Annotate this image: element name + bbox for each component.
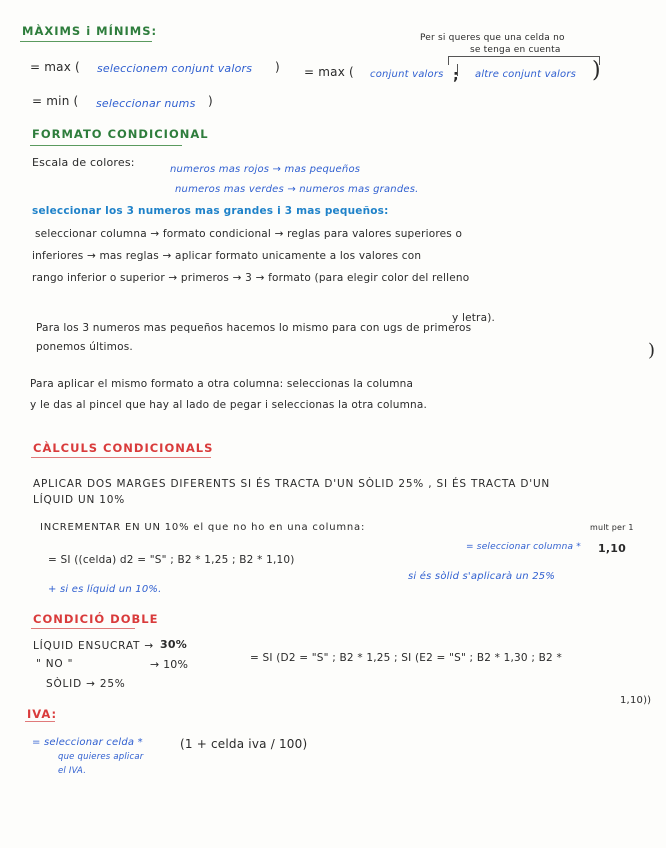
max2-arg2: altre conjunt valors: [475, 69, 577, 80]
heading-iva: IVA:: [27, 707, 58, 721]
heading-formato: FORMATO CONDICIONAL: [32, 127, 209, 141]
escala-line2: numeros mas verdes → numeros mas grandes.: [175, 184, 419, 195]
p3-line2: y le das al pincel que hay al lado de pegar i seleccionas la otra columna.: [30, 399, 428, 411]
max-arg: seleccionem conjunt valors: [97, 62, 253, 75]
selection-title: seleccionar los 3 numeros mas grandes i 3 mas pequeños:: [32, 205, 389, 217]
max2-sep: ;: [453, 68, 459, 84]
calculs-l1: APLICAR DOS MARGES DIFERENTS SI ÉS TRACTA D'UN SÒLID 25% , SI ÉS TRACTA D'UN: [33, 478, 551, 490]
heading-doble-underline: [31, 628, 135, 629]
iva-l1: = seleccionar celda *: [32, 737, 143, 748]
heading-maxims-underline: [20, 41, 152, 42]
calculs-l5: + si es líquid un 10%.: [48, 584, 162, 595]
escala-label: Escala de colores:: [32, 156, 135, 169]
doble-formula-end: 1,10)): [620, 695, 652, 706]
calculs-l2: LÍQUID UN 10%: [33, 494, 126, 506]
p3-line1: Para aplicar el mismo formato a otra columna: seleccionas la columna: [30, 378, 414, 390]
doble-r2: " NO ": [36, 658, 74, 670]
p1-line4: y letra).: [452, 312, 496, 324]
heading-maxims: MÀXIMS i MÍNIMS:: [22, 24, 158, 38]
max2-eq: = max (: [304, 65, 354, 79]
calculs-l3-note: mult per 1: [590, 523, 634, 532]
p2-line2: ponemos últimos.: [36, 341, 133, 353]
p1-line3: rango inferior o superior → primeros → 3 → formato (para elegir color del relleno: [32, 272, 470, 284]
doble-r2-val: → 10%: [150, 658, 189, 671]
max2-arg1: conjunt valors: [370, 69, 444, 80]
p2-line1: Para los 3 numeros mas pequeños hacemos lo mismo para con ugs de primeros: [36, 322, 472, 334]
maxims-note-line1: Per si queres que una celda no: [420, 33, 565, 43]
heading-formato-underline: [30, 145, 182, 146]
calculs-l3-right-val: 1,10: [598, 542, 626, 555]
doble-r3: SÒLID → 25%: [46, 678, 126, 690]
max2-close-paren: ): [592, 58, 601, 83]
heading-doble: CONDICIÓ DOBLE: [33, 612, 159, 626]
min-arg: seleccionar nums: [96, 97, 196, 110]
doble-r1-val: 30%: [160, 638, 187, 651]
calculs-l3: INCREMENTAR EN UN 10% el que no ho en una columna:: [40, 522, 366, 533]
max-close: ): [275, 60, 280, 74]
iva-l3: el IVA.: [58, 766, 87, 776]
escala-line1: numeros mas rojos → mas pequeños: [170, 164, 361, 175]
p2-paren: ): [648, 340, 656, 361]
heading-calculs: CÀLCULS CONDICIONALS: [33, 441, 214, 455]
p1-line2: inferiores → mas reglas → aplicar formato unicamente a los valores con: [32, 250, 422, 262]
iva-formula: (1 + celda iva / 100): [180, 737, 308, 751]
calculs-l3-right: = seleccionar columna *: [466, 542, 581, 552]
calculs-formula-note: si és sòlid s'aplicarà un 25%: [408, 571, 556, 582]
min-eq: = min (: [32, 94, 79, 108]
doble-r1: LÍQUID ENSUCRAT →: [33, 640, 154, 652]
heading-iva-underline: [25, 721, 55, 722]
iva-l2: que quieres aplicar: [58, 752, 144, 762]
calculs-formula: = SI ((celda) d2 = "S" ; B2 * 1,25 ; B2 * 1,10): [48, 554, 295, 566]
doble-formula: = SI (D2 = "S" ; B2 * 1,25 ; SI (E2 = "S" ; B2 * 1,30 ; B2 *: [250, 652, 562, 664]
min-close: ): [208, 94, 213, 108]
maxims-note-line2: se tenga en cuenta: [470, 45, 561, 55]
note-bracket: [448, 56, 600, 65]
heading-calculs-underline: [31, 457, 211, 458]
max-eq: = max (: [30, 60, 80, 74]
p1-line1: seleccionar columna → formato condicional → reglas para valores superiores o: [35, 228, 463, 240]
